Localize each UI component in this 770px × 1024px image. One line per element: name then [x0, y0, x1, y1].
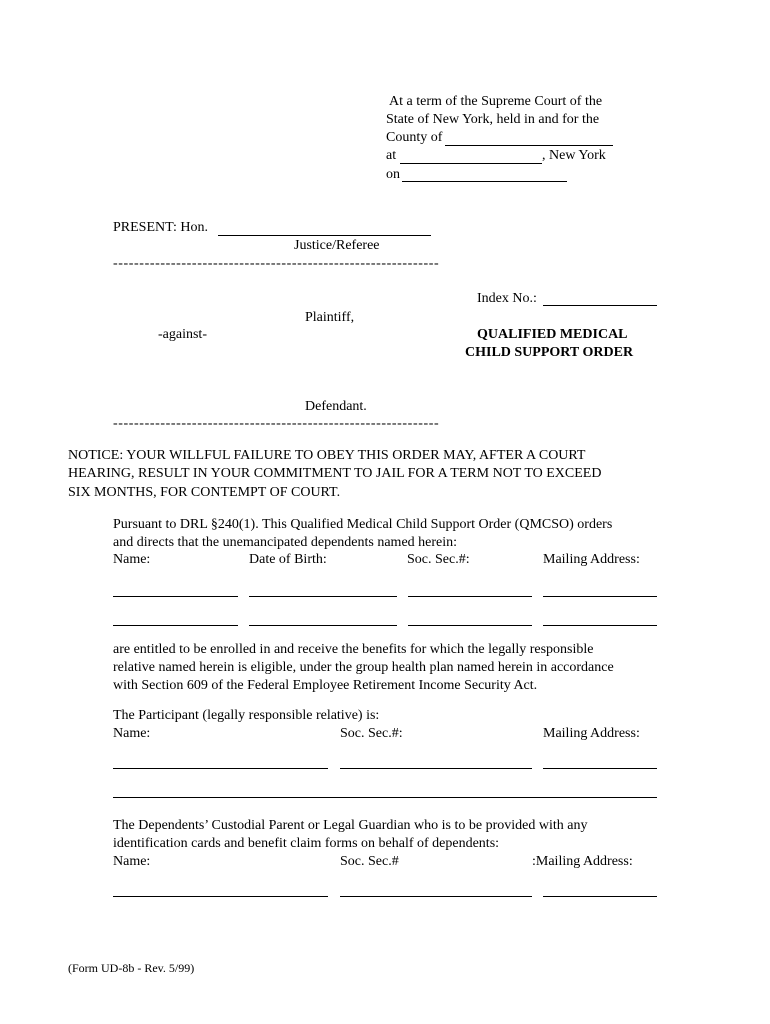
custodial-name-field[interactable]: [113, 896, 328, 897]
court-term-line-2: State of New York, held in and for the: [386, 112, 600, 127]
participant-ssn-header: Soc. Sec.#:: [340, 726, 403, 741]
participant-name-field[interactable]: [113, 768, 328, 769]
entitled-line-3: with Section 609 of the Federal Employee Retirement Income Security Act.: [113, 678, 538, 693]
dependent-2-address-field[interactable]: [543, 625, 657, 626]
city-field[interactable]: [400, 163, 542, 164]
dependents-intro-line-1: Pursuant to DRL §240(1). This Qualified Medical Child Support Order (QMCSO) orders: [113, 517, 613, 532]
custodial-ssn-field[interactable]: [340, 896, 532, 897]
dependents-ssn-header: Soc. Sec.#:: [407, 552, 470, 567]
participant-intro: The Participant (legally responsible relative) is:: [113, 708, 380, 723]
notice-line-2: HEARING, RESULT IN YOUR COMMITMENT TO JAIL FOR A TERM NOT TO EXCEED: [68, 466, 602, 481]
county-field[interactable]: [445, 145, 613, 146]
notice-line-3: SIX MONTHS, FOR CONTEMPT OF COURT.: [68, 485, 341, 500]
new-york-label: , New York: [542, 148, 606, 163]
custodial-intro-line-2: identification cards and benefit claim forms on behalf of dependents:: [113, 836, 500, 851]
court-term-line-1: At a term of the Supreme Court of the: [389, 94, 603, 109]
dependent-1-name-field[interactable]: [113, 596, 238, 597]
dependent-2-name-field[interactable]: [113, 625, 238, 626]
dependent-1-dob-field[interactable]: [249, 596, 397, 597]
date-field[interactable]: [402, 181, 567, 182]
dependents-name-header: Name:: [113, 552, 151, 567]
defendant-label: Defendant.: [305, 399, 367, 414]
participant-name-header: Name:: [113, 726, 151, 741]
justice-referee-label: Justice/Referee: [294, 238, 380, 253]
dependent-1-address-field[interactable]: [543, 596, 657, 597]
entitled-line-1: are entitled to be enrolled in and receive the benefits for which the legally responsible: [113, 642, 594, 657]
participant-address-line-2-field[interactable]: [113, 797, 657, 798]
index-number-label: Index No.:: [477, 291, 537, 306]
dependents-address-header: Mailing Address:: [543, 552, 640, 567]
on-label: on: [386, 167, 400, 182]
custodial-intro-line-1: The Dependents’ Custodial Parent or Legal Guardian who is to be provided with any: [113, 818, 588, 833]
separator-bottom: --------------------------------------------------------------: [113, 416, 440, 431]
participant-address-field[interactable]: [543, 768, 657, 769]
custodial-address-header: :Mailing Address:: [532, 854, 633, 869]
plaintiff-label: Plaintiff,: [305, 310, 355, 325]
participant-ssn-field[interactable]: [340, 768, 532, 769]
notice-line-1: NOTICE: YOUR WILLFUL FAILURE TO OBEY THIS ORDER MAY, AFTER A COURT: [68, 448, 586, 463]
separator-top: --------------------------------------------------------------: [113, 256, 440, 271]
entitled-line-2: relative named herein is eligible, under the group health plan named herein in accordance: [113, 660, 614, 675]
against-label: -against-: [158, 327, 207, 342]
index-number-field[interactable]: [543, 305, 657, 306]
order-title-line-1: QUALIFIED MEDICAL: [477, 327, 628, 342]
dependents-intro-line-2: and directs that the unemancipated dependents named herein:: [113, 535, 458, 550]
order-title-line-2: CHILD SUPPORT ORDER: [465, 345, 634, 360]
dependents-dob-header: Date of Birth:: [249, 552, 327, 567]
dependent-1-ssn-field[interactable]: [408, 596, 532, 597]
custodial-name-header: Name:: [113, 854, 151, 869]
present-hon-label: PRESENT: Hon.: [113, 220, 208, 235]
county-label: County of: [386, 130, 443, 145]
form-id-footer: (Form UD-8b - Rev. 5/99): [68, 961, 195, 975]
custodial-address-field[interactable]: [543, 896, 657, 897]
participant-address-header: Mailing Address:: [543, 726, 640, 741]
at-label: at: [386, 148, 397, 163]
justice-name-field[interactable]: [218, 235, 431, 236]
custodial-ssn-header: Soc. Sec.#: [340, 854, 399, 869]
dependent-2-dob-field[interactable]: [249, 625, 397, 626]
dependent-2-ssn-field[interactable]: [408, 625, 532, 626]
